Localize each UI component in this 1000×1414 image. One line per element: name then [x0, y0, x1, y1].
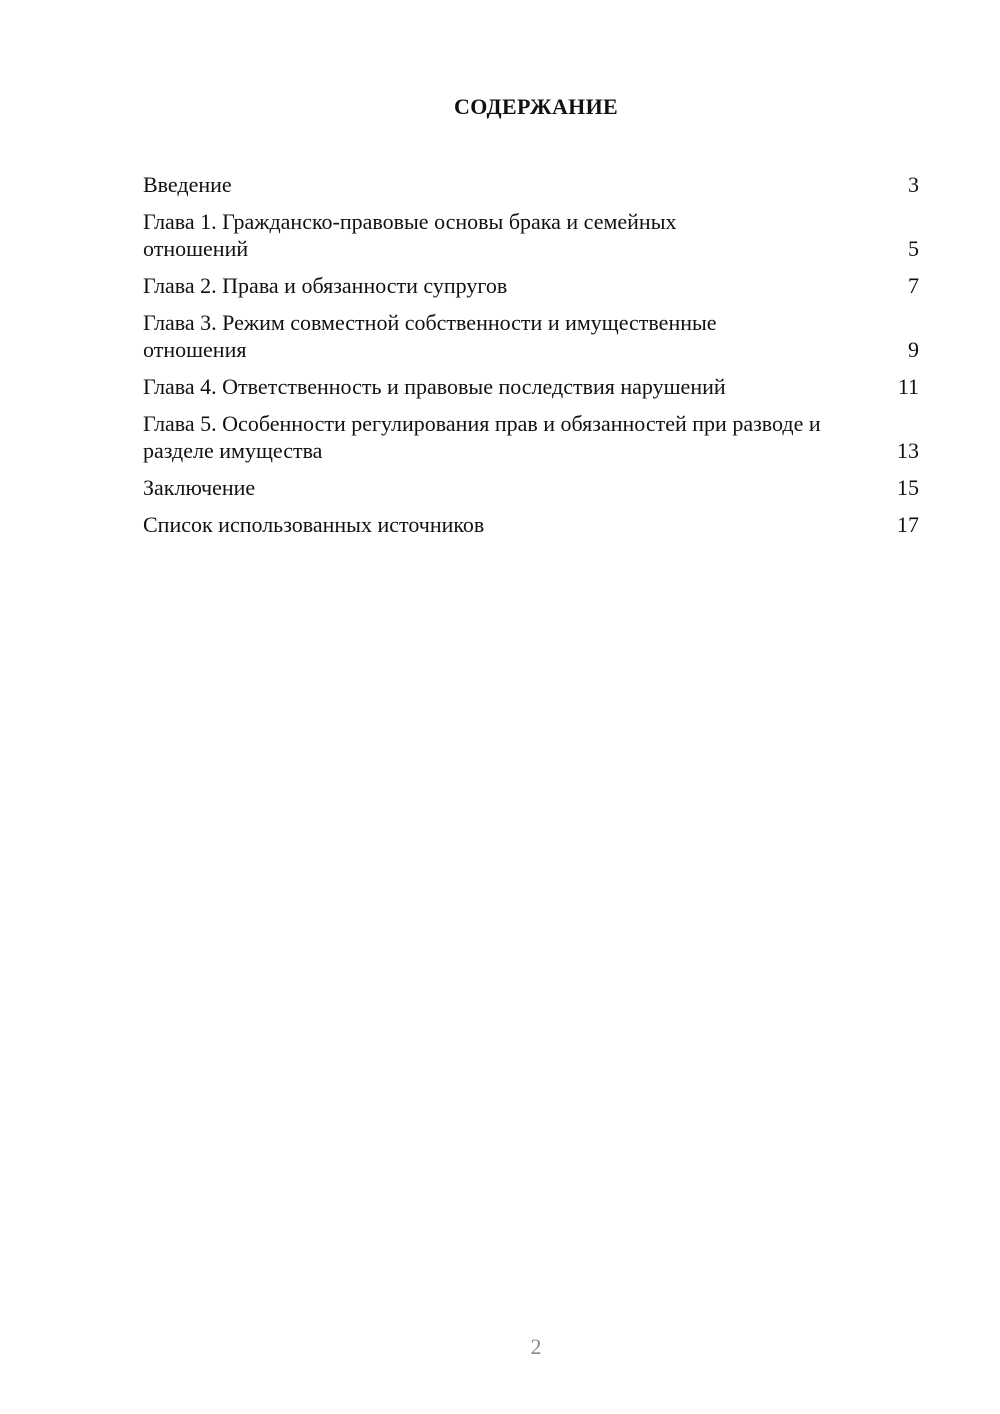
toc-entry-page: 5	[908, 236, 919, 261]
toc-entry-conclusion[interactable]	[143, 474, 919, 501]
toc-entry-chapter-1[interactable]	[143, 208, 919, 262]
page-title: СОДЕРЖАНИЕ	[454, 94, 618, 119]
toc-entry-text: Глава 3. Режим совместной собственности и имущественные отношения	[143, 310, 717, 362]
toc-entry-page: 17	[897, 512, 919, 537]
toc-entry-page: 11	[897, 374, 919, 399]
toc-entry-chapter-4[interactable]	[143, 373, 919, 400]
toc-entry-chapter-2[interactable]	[143, 272, 919, 299]
toc-entry-text: Заключение	[143, 475, 256, 500]
toc-entry-text: Введение	[143, 172, 232, 197]
toc-entry-page: 7	[908, 273, 919, 298]
toc-entry-references[interactable]	[143, 511, 919, 538]
page-number: 2	[530, 1334, 542, 1359]
toc-entry-text: Глава 4. Ответственность и правовые последствия нарушений	[143, 374, 726, 399]
toc-entry-page: 15	[897, 475, 919, 500]
toc-entry-page: 3	[908, 172, 919, 197]
toc-entry-text: Список использованных источников	[143, 512, 485, 537]
toc-entry-text: Глава 2. Права и обязанности супругов	[143, 273, 508, 298]
toc-entry-chapter-3[interactable]	[143, 309, 919, 363]
toc-entry-chapter-5[interactable]	[143, 410, 919, 464]
toc-entry-page: 13	[897, 438, 919, 463]
toc-entry-text: Глава 5. Особенности регулирования прав и обязанностей при разводе и разделе имущества	[143, 411, 821, 463]
table-of-contents	[143, 171, 919, 548]
toc-entry-text: Глава 1. Гражданско-правовые основы брака и семейных отношений	[143, 209, 677, 261]
toc-entry-introduction[interactable]	[143, 171, 919, 198]
toc-entry-page: 9	[908, 337, 919, 362]
